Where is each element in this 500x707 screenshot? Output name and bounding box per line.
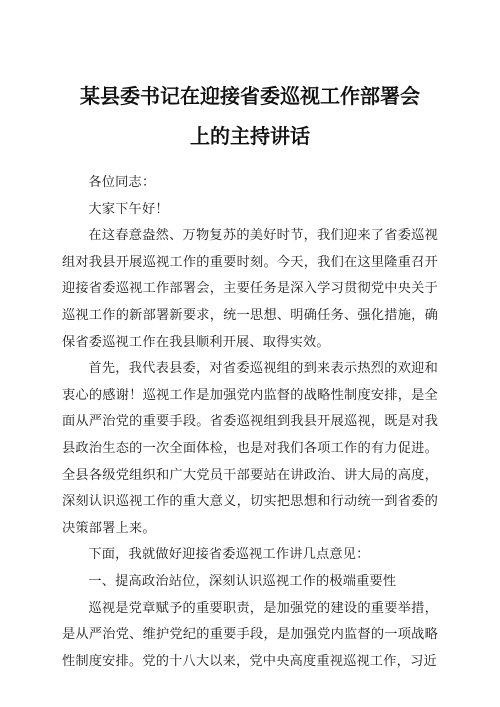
paragraph-section-1: 巡视是党章赋予的重要职责，是加强党的建设的重要举措，是从严治党、维护党纪的重要手段，是加强党内监督的一项战略性制度安排。党的十八大以来，党中央高度重视巡视工作，习近 <box>62 600 438 669</box>
section-heading-1: 一、提高政治站位，深刻认识巡视工作的极端重要性 <box>88 573 397 589</box>
document-title <box>62 76 438 156</box>
title-line-1: 某县委书记在迎接省委巡视工作部署会 <box>80 84 420 108</box>
title-line-2: 上的主持讲话 <box>190 124 310 148</box>
paragraph-welcome: 首先，我代表县委，对省委巡视组的到来表示热烈的欢迎和衷心的感谢！巡视工作是加强党内监督的战略性制度安排，是全面从严治党的重要手段。省委巡视组到我县开展巡视，既是对我县政治生态的一次全面体检，也是对我们各项工作的有力促进。全县各级党组织和广大党员干部要站在讲政治、讲大局的高度，深刻认识巡视工作的重大意义，切实把思想和行动统一到省委的决策部署上来。 <box>62 361 438 536</box>
paragraph-greeting: 大家下午好！ <box>88 201 169 217</box>
document-body <box>62 170 438 675</box>
paragraph-intro: 在这春意盎然、万物复苏的美好时节，我们迎来了省委巡视组对我县开展巡视工作的重要时刻。今天，我们在这里隆重召开迎接省委巡视工作部署会，主要任务是深入学习贯彻党中央关于巡视工作的新部署新要求，统一思想、明确任务、强化措施，确保省委巡视工作在我县顺利开展、取得实效。 <box>62 228 438 350</box>
paragraph-salutation: 各位同志： <box>88 175 156 190</box>
paragraph-transition: 下面，我就做好迎接省委巡视工作讲几点意见： <box>88 547 370 563</box>
